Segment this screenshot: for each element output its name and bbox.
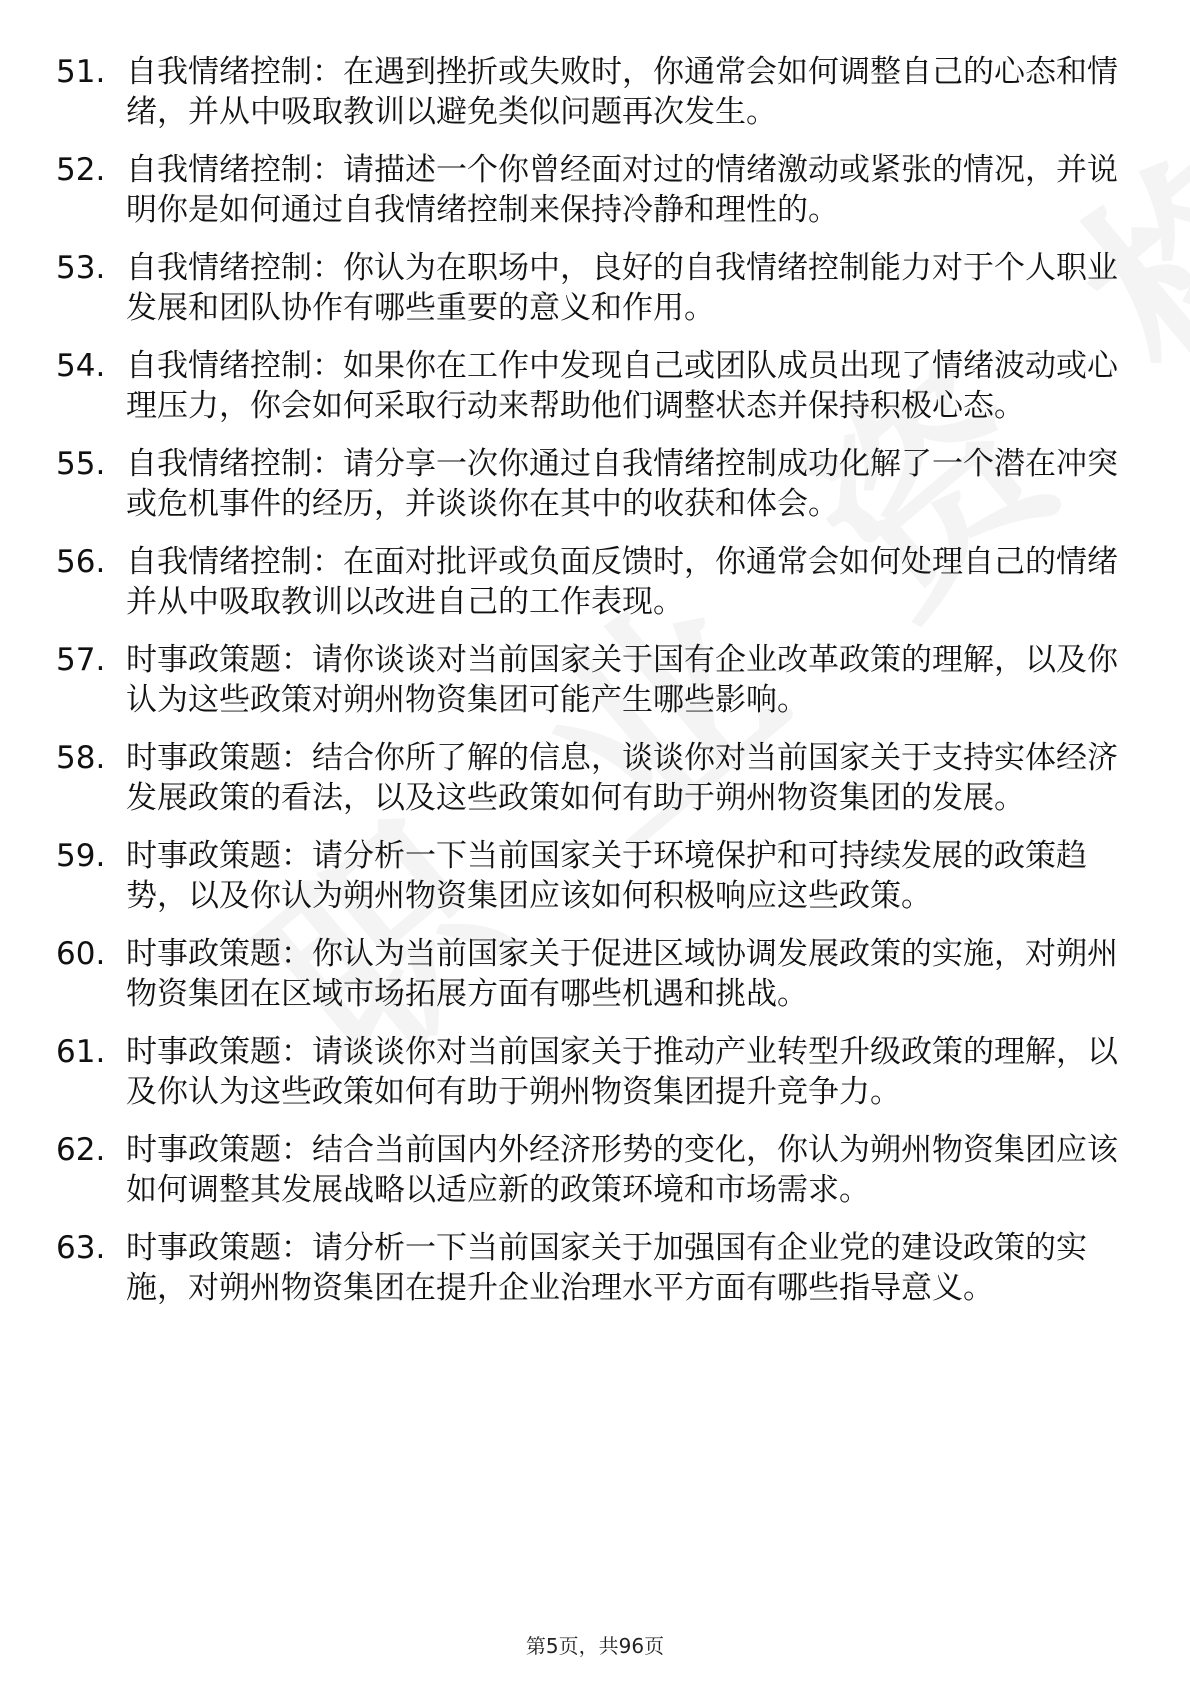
item-text: 自我情绪控制：如果你在工作中发现自己或团队成员出现了情绪波动或心理压力，你会如何采取行动来帮助他们调整状态并保持积极心态。 (126, 348, 1118, 424)
item-number: 53. (56, 250, 106, 286)
item-number: 61. (56, 1034, 106, 1070)
list-item (56, 1032, 1136, 1112)
list-item (56, 150, 1136, 230)
list-item (56, 248, 1136, 328)
item-text: 自我情绪控制：在面对批评或负面反馈时，你通常会如何处理自己的情绪并从中吸取教训以改进自己的工作表现。 (126, 544, 1118, 620)
item-text: 时事政策题：请你谈谈对当前国家关于国有企业改革政策的理解，以及你认为这些政策对朔州物资集团可能产生哪些影响。 (126, 642, 1118, 718)
list-item (56, 1130, 1136, 1210)
list-item (56, 640, 1136, 720)
list-item (56, 52, 1136, 132)
item-text: 时事政策题：结合你所了解的信息，谈谈你对当前国家关于支持实体经济发展政策的看法，以及这些政策如何有助于朔州物资集团的发展。 (126, 740, 1118, 816)
item-text: 自我情绪控制：你认为在职场中，良好的自我情绪控制能力对于个人职业发展和团队协作有哪些重要的意义和作用。 (126, 250, 1118, 326)
item-text: 时事政策题：请谈谈你对当前国家关于推动产业转型升级政策的理解，以及你认为这些政策如何有助于朔州物资集团提升竞争力。 (126, 1034, 1118, 1110)
item-text: 时事政策题：你认为当前国家关于促进区域协调发展政策的实施，对朔州物资集团在区域市场拓展方面有哪些机遇和挑战。 (126, 936, 1118, 1012)
item-number: 57. (56, 642, 106, 678)
item-text: 时事政策题：结合当前国内外经济形势的变化，你认为朔州物资集团应该如何调整其发展战略以适应新的政策环境和市场需求。 (126, 1132, 1118, 1208)
list-item (56, 346, 1136, 426)
item-number: 59. (56, 838, 106, 874)
item-number: 60. (56, 936, 106, 972)
item-text: 时事政策题：请分析一下当前国家关于加强国有企业党的建设政策的实施，对朔州物资集团在提升企业治理水平方面有哪些指导意义。 (126, 1230, 1087, 1306)
item-number: 58. (56, 740, 106, 776)
page-footer: 第5页，共96页 (525, 1634, 665, 1658)
item-number: 62. (56, 1132, 106, 1168)
item-text: 自我情绪控制：在遇到挫折或失败时，你通常会如何调整自己的心态和情绪，并从中吸取教训以避免类似问题再次发生。 (126, 54, 1118, 130)
list-item (56, 1228, 1136, 1308)
list-item (56, 934, 1136, 1014)
item-number: 54. (56, 348, 106, 384)
item-text: 自我情绪控制：请分享一次你通过自我情绪控制成功化解了一个潜在冲突或危机事件的经历，并谈谈你在其中的收获和体会。 (126, 446, 1118, 522)
item-number: 51. (56, 54, 106, 90)
item-text: 自我情绪控制：请描述一个你曾经面对过的情绪激动或紧张的情况，并说明你是如何通过自我情绪控制来保持冷静和理性的。 (126, 152, 1118, 228)
item-number: 56. (56, 544, 106, 580)
item-text: 时事政策题：请分析一下当前国家关于环境保护和可持续发展的政策趋势，以及你认为朔州物资集团应该如何积极响应这些政策。 (126, 838, 1087, 914)
item-number: 55. (56, 446, 106, 482)
item-number: 63. (56, 1230, 106, 1266)
question-list (56, 52, 1136, 1326)
list-item (56, 836, 1136, 916)
list-item (56, 738, 1136, 818)
item-number: 52. (56, 152, 106, 188)
list-item (56, 542, 1136, 622)
list-item (56, 444, 1136, 524)
